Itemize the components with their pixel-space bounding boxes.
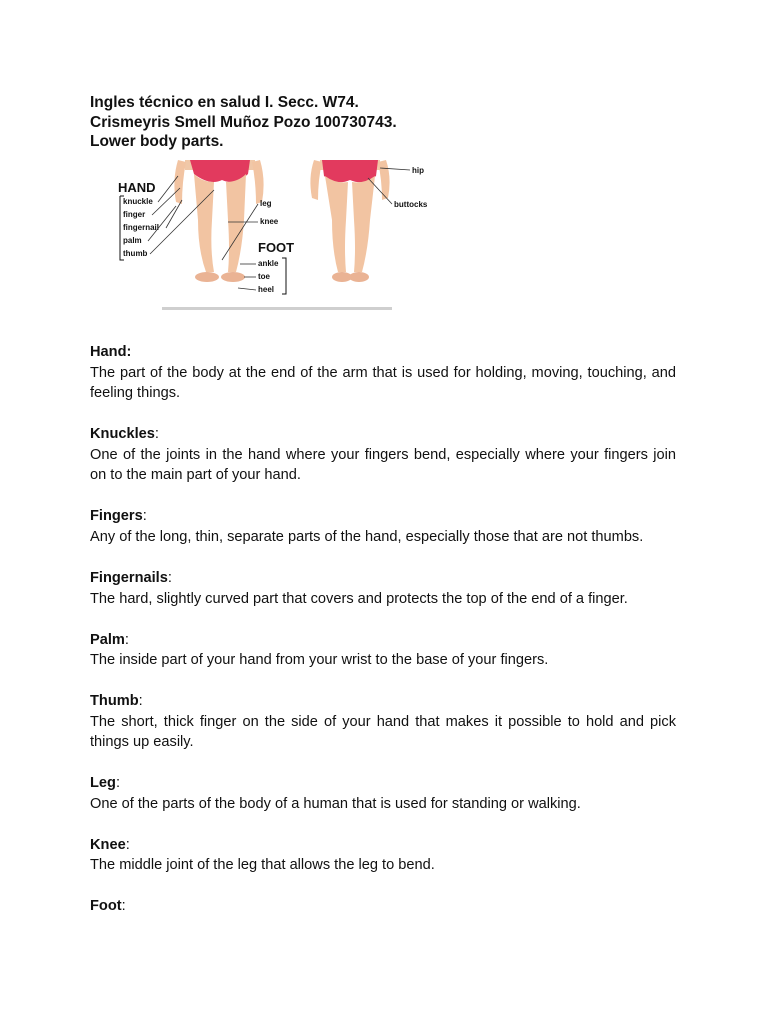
glossary xyxy=(90,342,676,937)
term-colon: : xyxy=(124,631,129,648)
definition-text: The hard, slightly curved part that covers and protects the top of the end of a finger. xyxy=(90,590,628,607)
term-label: Hand xyxy=(90,344,127,360)
glossary-entry xyxy=(90,568,676,609)
term-label: Leg xyxy=(90,775,116,792)
term-colon: : xyxy=(167,569,172,586)
glossary-entry xyxy=(90,506,676,547)
definition-text: The middle joint of the leg that allows the leg to bend. xyxy=(90,857,435,874)
fingernail-label: fingernail xyxy=(123,223,160,232)
definition-text: One of the joints in the hand where your fingers bend, especially where your fingers join on to the main part of your hand. xyxy=(90,446,676,484)
definition-text: One of the parts of the body of a human that is used for standing or walking. xyxy=(90,795,581,812)
term-colon: : xyxy=(142,508,147,525)
knee-label: knee xyxy=(260,217,279,226)
definition-text: The inside part of your hand from your wrist to the base of your fingers. xyxy=(90,652,549,669)
term-label: Palm xyxy=(90,631,125,648)
ankle-label: ankle xyxy=(258,259,279,268)
knuckle-label: knuckle xyxy=(123,197,153,206)
foot-title: FOOT xyxy=(258,240,295,255)
term-label: Foot xyxy=(90,898,122,915)
definition-text: The part of the body at the end of the arm that is used for holding, moving, touching, and feeling things. xyxy=(90,364,676,402)
course-title: Ingles técnico en salud I. Secc. W74. xyxy=(90,94,359,111)
term-label: Fingers xyxy=(90,508,143,525)
glossary-entry xyxy=(90,630,676,671)
hip-label: hip xyxy=(412,166,424,175)
glossary-entry xyxy=(90,691,676,753)
term-label: Knuckles xyxy=(90,426,155,443)
term-colon: : xyxy=(126,344,132,360)
palm-label: palm xyxy=(123,236,142,245)
heel-label: heel xyxy=(258,285,275,294)
term-label: Thumb xyxy=(90,693,139,710)
buttocks-label: buttocks xyxy=(394,200,428,209)
term-colon: : xyxy=(154,426,159,443)
source-caption xyxy=(162,307,392,310)
finger-label: finger xyxy=(123,210,146,219)
term-label: Fingernails xyxy=(90,569,168,586)
term-colon: : xyxy=(138,693,143,710)
leg-label: leg xyxy=(260,199,272,208)
glossary-entry xyxy=(90,342,676,404)
glossary-entry xyxy=(90,424,676,486)
definition-text: Any of the long, thin, separate parts of the hand, especially those that are not thumbs. xyxy=(90,528,644,545)
document-header xyxy=(90,93,397,152)
student-name: Crismeyris Smell Muñoz Pozo 100730743. xyxy=(90,113,397,131)
term-colon: : xyxy=(125,836,130,853)
toe-label: toe xyxy=(258,272,270,281)
term-colon: : xyxy=(121,898,126,915)
hand-title: HAND xyxy=(118,180,156,195)
back-figure xyxy=(310,160,389,282)
definition-text: The short, thick finger on the side of your hand that makes it possible to hold and pick things up easily. xyxy=(90,713,676,751)
glossary-entry xyxy=(90,896,676,917)
topic-title: Lower body parts. xyxy=(90,133,224,150)
lower-body-illustration xyxy=(110,160,440,320)
glossary-entry xyxy=(90,773,676,814)
glossary-entry xyxy=(90,835,676,876)
term-label: Knee xyxy=(90,836,126,853)
term-colon: : xyxy=(115,775,121,792)
thumb-label: thumb xyxy=(123,249,148,258)
